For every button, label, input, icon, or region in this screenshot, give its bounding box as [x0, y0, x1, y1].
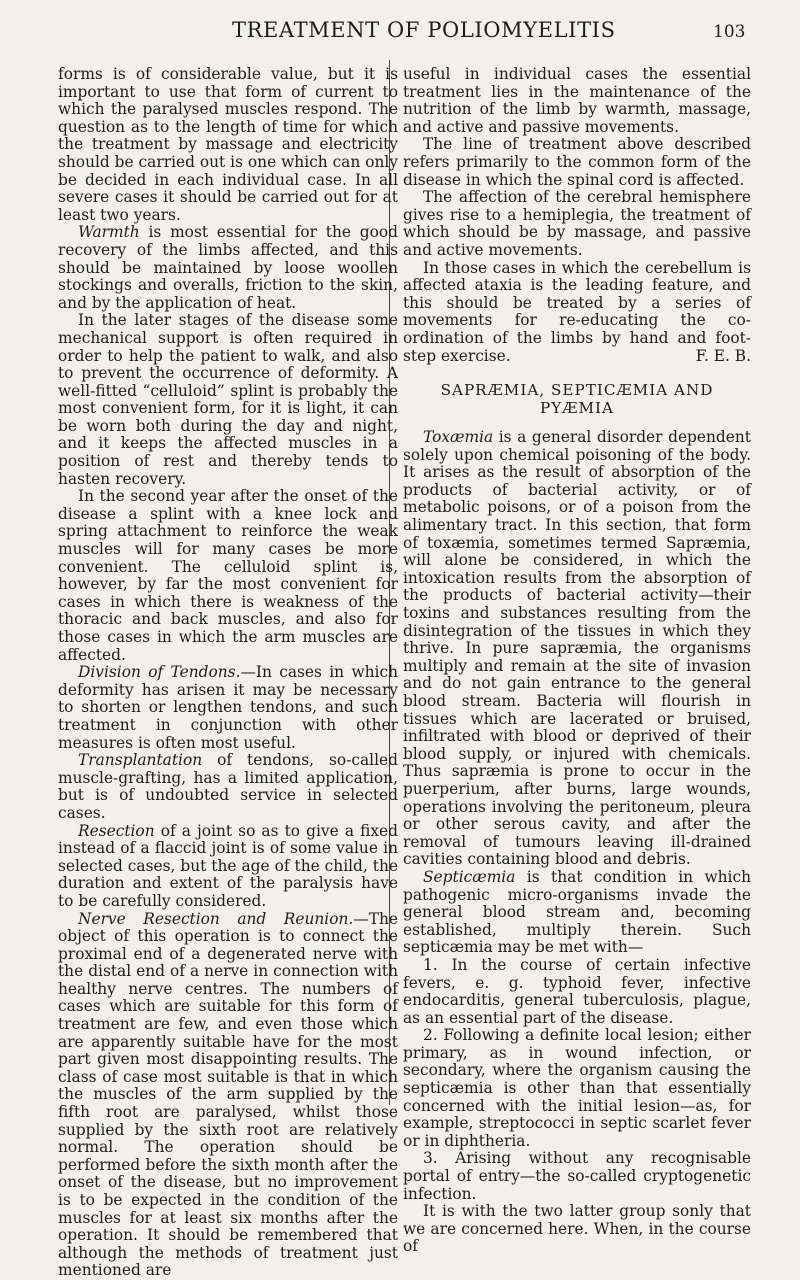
- run-in-heading: Septicæmia: [423, 867, 516, 886]
- paragraph: 1. In the course of certain infective fevers, e. g. typhoid fever, infective endocarditis, general tuberculosis, plague, as an essential part of the disease.: [403, 955, 751, 1027]
- run-in-heading: Resection: [78, 821, 155, 840]
- section-heading: SAPRÆMIA, SEPTICÆMIA AND PYÆMIA: [440, 381, 714, 418]
- paragraph: forms is of considerable value, but it is important to use that form of current to which the paralysed muscles respond. The question as to the length of time for which the treatment by massage and electricity should be carried out is one which can only be decided in each individual case. In all severe cases it should be carried out for at least two years.: [58, 65, 398, 224]
- paragraph: Warmth is most essential for the good recovery of the limbs affected, and this should be maintained by loose woollen stockings and overalls, friction to the skin, and by the application of heat.: [58, 223, 398, 312]
- run-in-heading: Toxæmia: [423, 428, 494, 447]
- paragraph: Nerve Resection and Reunion.—The object of this operation is to connect the proximal end of a degenerated nerve with the distal end of a nerve in connection with healthy nerve centres. The numbers of cases which are suitable for this form of treatment are few, and even those which are apparently suitable have for the most part given most disappointing results. The class of case most suitable is that in which the muscles of the arm supplied by the fifth root are paralysed, whilst those supplied by the sixth root are relatively normal. The operation should be performed before the sixth month after the onset of the disease, but no improvement is to be expected in the condition of the muscles for at least six months after the operation. It should be remembered that although the methods of treatment just mentioned are: [58, 909, 398, 1280]
- run-in-heading: Transplantation: [78, 751, 203, 770]
- paragraph: 3. Arising without any recognisable portal of entry—the so-called cryptogenetic infection.: [403, 1149, 751, 1203]
- paragraph: Division of Tendons.—In cases in which deformity has arisen it may be necessary to shorten or lengthen tendons, and such treatment in conjunction with other measures is often most useful.: [58, 663, 398, 752]
- paragraph: In the second year after the onset of the disease a splint with a knee lock and spring attachment to reinforce the weak muscles will for many cases be more convenient. The celluloid splint is, however, by far the most convenient for cases in which there is weakness of the thoracic and back muscles, and also for those cases in which the arm muscles are affected.: [58, 487, 398, 664]
- run-in-heading: Nerve Resection and Reunion.: [78, 909, 354, 928]
- paragraph: In the later stages of the disease some mechanical support is often required in order to help the patient to walk, and also to prevent the occurrence of deformity. A well-fitted “celluloid” splint is probably the most convenient form, for it is light, it can be worn both during the day and night, and it keeps the affected muscles in a position of rest and thereby tends to hasten recovery.: [58, 311, 398, 488]
- running-header: [0, 6, 800, 46]
- paragraph: It is with the two latter group sonly that we are concerned here. When, in the course of: [403, 1202, 751, 1256]
- running-title: TREATMENT OF POLIOMYELITIS: [232, 18, 616, 42]
- page-number: 103: [713, 22, 746, 42]
- run-in-heading: Warmth: [78, 223, 140, 242]
- author-initials: F. E. B.: [695, 346, 751, 365]
- run-in-heading: Division of Tendons.: [78, 663, 241, 682]
- paragraph: Toxæmia is a general disorder dependent solely upon chemical poisoning of the body. It arises as the result of absorption of the products of bacterial activity, or of metabolic poisons, or of a poison from the alimentary tract. In this section, that form of toxæmia, sometimes termed Sapræmia, will alone be considered, in which the intoxication results from the absorption of the products of bacterial activity—their toxins and substances resulting from the disintegration of the tissues in which they thrive. In pure sapræmia, the organisms multiply and remain at the site of invasion and do not gain entrance to the general blood stream. Bacteria will flourish in tissues which are lacerated or bruised, infiltrated with blood or deprived of their blood supply, or injured with chemicals. Thus sapræmia is prone to occur in the puerperium, after burns, large wounds, operations involving the peritoneum, pleura or other serous cavity, and after the removal of tumours leaving ill-drained cavities containing blood and debris.: [403, 428, 751, 869]
- paragraph: In those cases in which the cerebellum is affected ataxia is the leading feature, and this should be treated by a series of movements for re-educating the co-ordination of the limbs by hand and foot-step exercise. F. E. B.: [403, 258, 751, 365]
- paragraph: useful in individual cases the essential treatment lies in the maintenance of the nutrition of the limb by warmth, massage, and active and passive movements.: [403, 65, 751, 136]
- paragraph: 2. Following a definite local lesion; either primary, as in wound infection, or secondary, where the organism causing the septicæmia is other than that essentially concerned with the initial lesion—as, for example, streptococci in septic scarlet fever or in diphtheria.: [403, 1026, 751, 1150]
- paragraph: Resection of a joint so as to give a fixed instead of a flaccid joint is of some value in selected cases, but the age of the child, the duration and extent of the paralysis have to be carefully considered.: [58, 821, 398, 910]
- paragraph: Transplantation of tendons, so-called muscle-grafting, has a limited application, but is of undoubted service in selected cases.: [58, 751, 398, 822]
- paragraph: The line of treatment above described refers primarily to the common form of the disease in which the spinal cord is affected.: [403, 135, 751, 189]
- right-column: [403, 66, 751, 1256]
- paragraph: Septicæmia is that condition in which pathogenic micro-organisms invade the general blood stream and, becoming established, multiply therein. Such septicæmia may be met with—: [403, 867, 751, 957]
- left-column: [58, 66, 398, 1280]
- paragraph: The affection of the cerebral hemisphere gives rise to a hemiplegia, the treatment of which should be by massage, and passive and active movements.: [403, 188, 751, 259]
